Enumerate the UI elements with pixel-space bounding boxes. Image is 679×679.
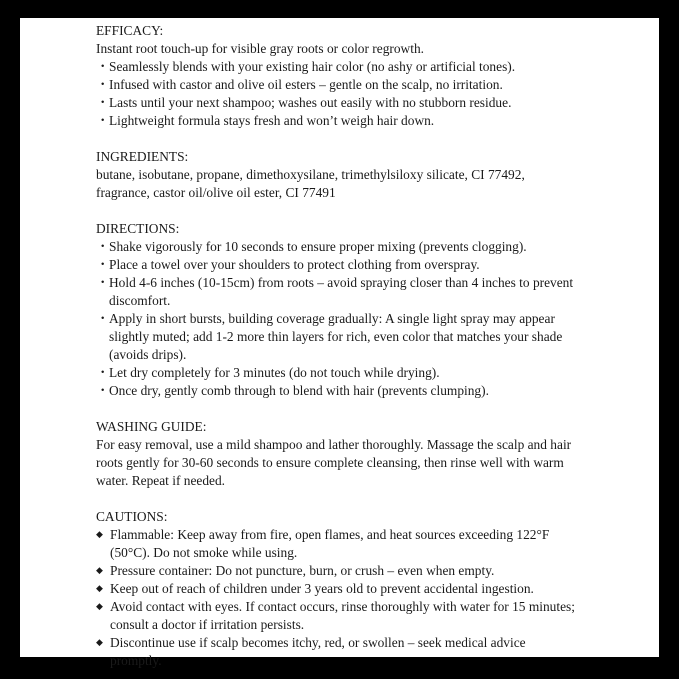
efficacy-list xyxy=(96,58,576,130)
diamond-bullet-icon: ◆ xyxy=(96,601,103,611)
cautions-item xyxy=(96,562,576,580)
efficacy-item xyxy=(96,94,576,112)
washing-guide-heading: WASHING GUIDE: xyxy=(96,419,207,434)
washing-guide-section xyxy=(96,418,576,490)
ingredients-text: butane, isobutane, propane, dimethoxysilane, trimethylsiloxy silicate, CI 77492, fragrance, castor oil/olive oil ester, CI 77491 xyxy=(96,167,525,200)
bullet-dot-icon: ・ xyxy=(96,77,110,92)
directions-item xyxy=(96,310,576,364)
ingredients-section xyxy=(96,148,576,202)
efficacy-item xyxy=(96,58,576,76)
cautions-list xyxy=(96,526,576,670)
bullet-dot-icon: ・ xyxy=(96,383,110,398)
directions-heading: DIRECTIONS: xyxy=(96,221,180,236)
washing-guide-text: For easy removal, use a mild shampoo and lather thoroughly. Massage the scalp and hair roots gently for 30-60 seconds to ensure complete cleansing, then rinse well with warm water. Repeat if needed. xyxy=(96,437,572,488)
directions-item-text: Apply in short bursts, building coverage gradually: A single light spray may appear slightly muted; add 1-2 more thin layers for rich, even color that matches your shade (avoids drips). xyxy=(109,311,563,362)
cautions-item xyxy=(96,526,576,562)
directions-list xyxy=(96,238,576,400)
cautions-item-text: Keep out of reach of children under 3 years old to prevent accidental ingestion. xyxy=(110,581,534,596)
directions-item-text: Once dry, gently comb through to blend with hair (prevents clumping). xyxy=(109,383,489,398)
instruction-sheet xyxy=(20,18,659,668)
bullet-dot-icon: ・ xyxy=(96,95,110,110)
bullet-dot-icon: ・ xyxy=(96,275,110,290)
diamond-bullet-icon: ◆ xyxy=(96,583,103,593)
cautions-section xyxy=(96,508,576,670)
efficacy-item xyxy=(96,76,576,94)
bullet-dot-icon: ・ xyxy=(96,239,110,254)
directions-item-text: Hold 4-6 inches (10-15cm) from roots – avoid spraying closer than 4 inches to prevent discomfort. xyxy=(109,275,574,308)
diamond-bullet-icon: ◆ xyxy=(96,529,103,539)
cautions-item xyxy=(96,580,576,598)
directions-item xyxy=(96,238,576,256)
directions-item-text: Let dry completely for 3 minutes (do not touch while drying). xyxy=(109,365,440,380)
directions-section xyxy=(96,220,576,400)
diamond-bullet-icon: ◆ xyxy=(96,637,103,647)
cautions-item-text: Pressure container: Do not puncture, burn, or crush – even when empty. xyxy=(110,563,495,578)
cautions-item-text: Avoid contact with eyes. If contact occurs, rinse thoroughly with water for 15 minutes; consult a doctor if irritation persists. xyxy=(110,599,575,632)
bullet-dot-icon: ・ xyxy=(96,311,110,326)
bullet-dot-icon: ・ xyxy=(96,113,110,128)
cautions-item-text: Discontinue use if scalp becomes itchy, red, or swollen – seek medical advice promptly. xyxy=(110,635,526,668)
directions-item xyxy=(96,382,576,400)
cautions-item xyxy=(96,634,576,670)
efficacy-item-text: Infused with castor and olive oil esters – gentle on the scalp, no irritation. xyxy=(109,77,503,92)
efficacy-intro: Instant root touch-up for visible gray roots or color regrowth. xyxy=(96,41,424,56)
efficacy-item xyxy=(96,112,576,130)
efficacy-heading: EFFICACY: xyxy=(96,23,164,38)
efficacy-section xyxy=(96,22,576,130)
cautions-item-text: Flammable: Keep away from fire, open flames, and heat sources exceeding 122°F (50°C). Do not smoke while using. xyxy=(110,527,550,560)
bullet-dot-icon: ・ xyxy=(96,365,110,380)
bullet-dot-icon: ・ xyxy=(96,257,110,272)
directions-item xyxy=(96,256,576,274)
directions-item xyxy=(96,364,576,382)
directions-item xyxy=(96,274,576,310)
bullet-dot-icon: ・ xyxy=(96,59,110,74)
directions-item-text: Shake vigorously for 10 seconds to ensure proper mixing (prevents clogging). xyxy=(109,239,527,254)
directions-item-text: Place a towel over your shoulders to protect clothing from overspray. xyxy=(109,257,480,272)
efficacy-item-text: Lasts until your next shampoo; washes out easily with no stubborn residue. xyxy=(109,95,512,110)
cautions-heading: CAUTIONS: xyxy=(96,509,168,524)
cautions-item xyxy=(96,598,576,634)
diamond-bullet-icon: ◆ xyxy=(96,565,103,575)
efficacy-item-text: Lightweight formula stays fresh and won’t weigh hair down. xyxy=(109,113,435,128)
ingredients-heading: INGREDIENTS: xyxy=(96,149,189,164)
efficacy-item-text: Seamlessly blends with your existing hair color (no ashy or artificial tones). xyxy=(109,59,516,74)
